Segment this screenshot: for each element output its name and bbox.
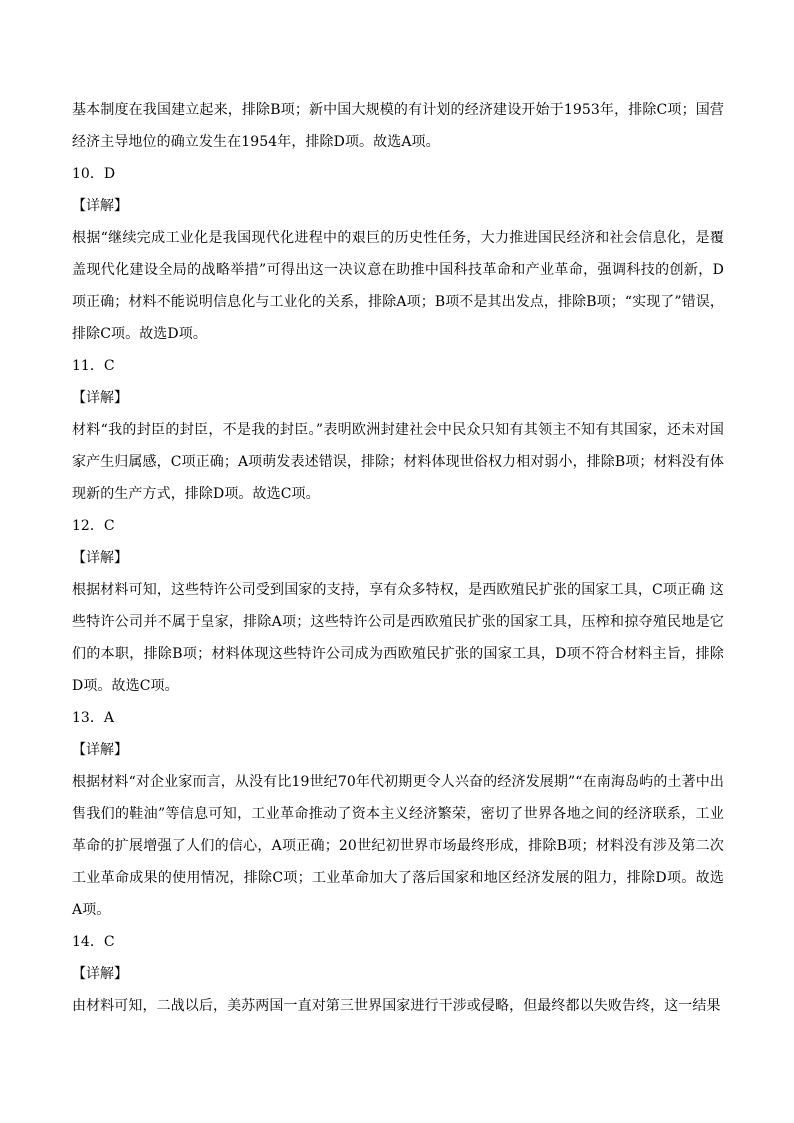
- detail-heading: 【详解】: [72, 550, 128, 566]
- question-number: 10．D: [72, 166, 116, 182]
- answer-explanation-text: 根据“继续完成工业化是我国现代化进程中的艰巨的历史性任务，大力推进国民经济和社会信息化，是覆盖现代化建设全局的战略举措”可得出这一决议意在助推中国科技革命和产业革命，强调科技的创新，D项正确；材料不能说明信息化与工业化的关系，排除A项；B项不是其出发点，排除B项；“实现了”错误，排除C项。故选D项。: [72, 230, 724, 342]
- answer-explanation-text: 根据材料可知，这些特许公司受到国家的支持，享有众多特权，是西欧殖民扩张的国家工具，C项正确 这些特许公司并不属于皇家，排除A项；这些特许公司是西欧殖民扩张的国家工具，压榨和掠夺殖民地是它们的本职，排除B项；材料体现这些特许公司成为西欧殖民扩张的国家工具，D项不符合材料主旨，排除D项。故选C项。: [72, 582, 724, 694]
- detail-heading: 【详解】: [72, 390, 128, 406]
- question-number: 13．A: [72, 710, 114, 726]
- question-number: 14．C: [72, 934, 115, 950]
- answer-explanation-text: 基本制度在我国建立起来，排除B项；新中国大规模的有计划的经济建设开始于1953年，排除C项；国营经济主导地位的确立发生在1954年，排除D项。故选A项。: [72, 102, 724, 150]
- answer-explanation-text: 材料“我的封臣的封臣，不是我的封臣。”表明欧洲封建社会中民众只知有其领主不知有其国家，还未对国家产生归属感，C项正确；A项萌发表述错误，排除；材料体现世俗权力相对弱小，排除B项；材料没有体现新的生产方式，排除D项。故选C项。: [72, 422, 724, 502]
- detail-heading: 【详解】: [72, 198, 128, 214]
- detail-heading: 【详解】: [72, 742, 128, 758]
- question-number: 11．C: [72, 358, 115, 374]
- document-page: [72, 94, 724, 1022]
- answer-explanation-text: 由材料可知，二战以后，美苏两国一直对第三世界国家进行干涉或侵略，但最终都以失败告终，这一结果: [72, 998, 721, 1014]
- question-number: 12．C: [72, 518, 115, 534]
- answer-explanation-text: 根据材料“对企业家而言，从没有比19世纪70年代初期更令人兴奋的经济发展期”“在南海岛屿的土著中出售我们的鞋油”等信息可知，工业革命推动了资本主义经济繁荣，密切了世界各地之间的经济联系，工业革命的扩展增强了人们的信心，A项正确；20世纪初世界市场最终形成，排除B项；材料没有涉及第二次工业革命成果的使用情况，排除C项；工业革命加大了落后国家和地区经济发展的阻力，排除D项。故选A项。: [72, 774, 724, 918]
- detail-heading: 【详解】: [72, 966, 128, 982]
